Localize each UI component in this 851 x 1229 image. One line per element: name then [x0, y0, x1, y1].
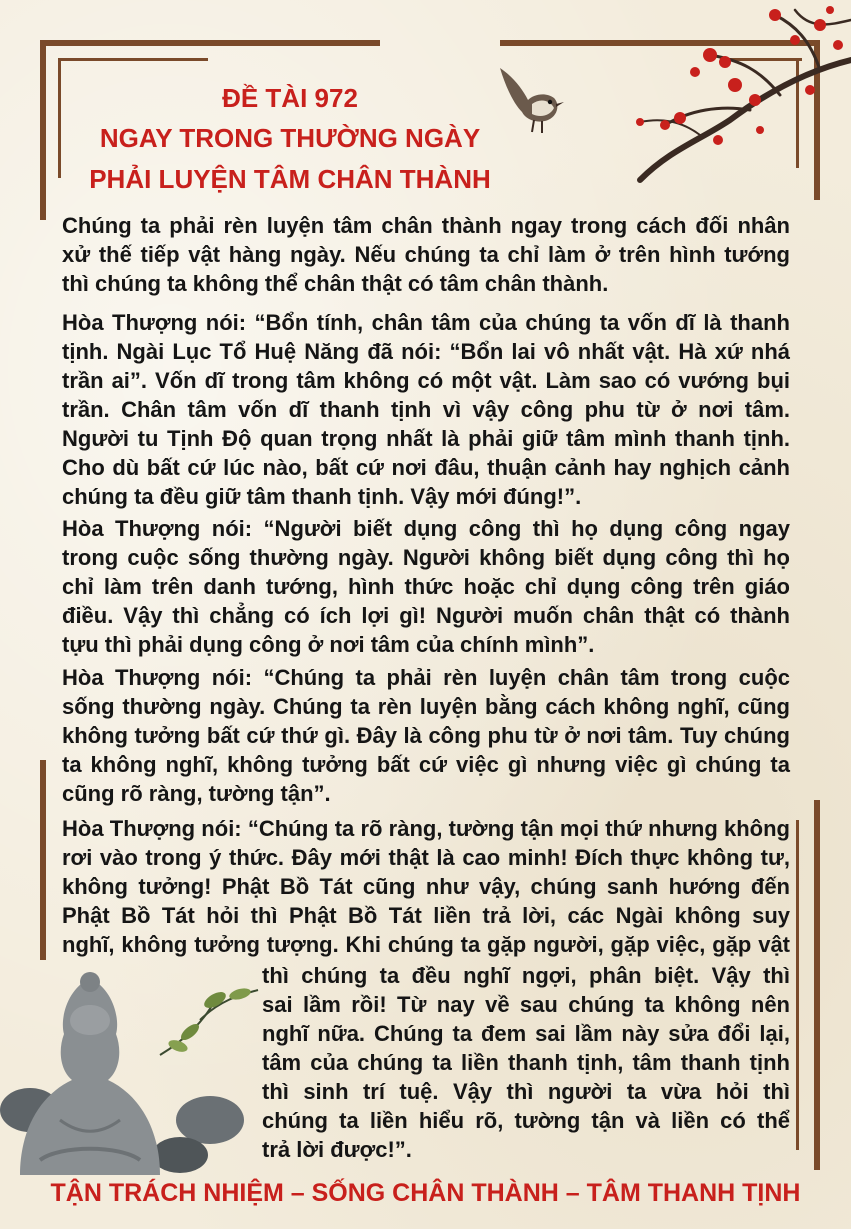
- text-line: ta không nghĩ, không tưởng bất cứ việc gì nhưng việc gì chúng ta: [62, 752, 790, 777]
- text-line: trần. Chân tâm vốn dĩ thanh tịnh vì vậy công phu từ ở nơi tâm.: [62, 397, 790, 422]
- text-line: xử thế tiếp vật hàng ngày. Nếu chúng ta chỉ làm ở trên hình tướng: [62, 242, 790, 267]
- title-line-1: NGAY TRONG THƯỜNG NGÀY: [99, 123, 481, 153]
- text-line: rơi vào trong ý thức. Đây mới thật là cao minh! Đích thực không tư,: [62, 845, 790, 870]
- text-line: trả lời được!”.: [262, 1137, 412, 1162]
- text-line: Hòa Thượng nói: “Chúng ta rõ ràng, tường tận mọi thứ nhưng không: [62, 816, 790, 841]
- text-line: Người tu Tịnh Độ quan trọng nhất là phải giữ tâm mình thanh tịnh.: [62, 426, 790, 451]
- text-line: trong cuộc sống thường ngày. Người không biết dụng công thì họ: [62, 545, 790, 570]
- frame-top-left-v: [40, 40, 46, 220]
- frame-inner-top-left-h: [58, 58, 208, 61]
- text-line: cũng rõ ràng, tường tận”.: [62, 781, 331, 806]
- text-line: sai lầm rồi! Từ nay về sau chúng ta không nên: [262, 992, 790, 1017]
- text-line: chỉ làm trên danh tướng, hình thức hoặc chỉ dụng công trên giáo: [62, 574, 790, 599]
- text-line: không tưởng bất cứ thứ gì. Đây là công phu từ ở nơi tâm. Tuy chúng: [62, 723, 790, 748]
- frame-inner-bottom-right-v: [796, 820, 799, 1150]
- text-line: trần ai”. Vốn dĩ trong tâm không có một vật. Làm sao có vướng bụi: [62, 368, 790, 393]
- text-line: Chúng ta phải rèn luyện tâm chân thành ngay trong cách đối nhân: [62, 213, 790, 238]
- text-line: tựu thì phải dụng công ở nơi tâm của chính mình”.: [62, 632, 595, 657]
- topic-number: ĐỀ TÀI 972: [222, 83, 358, 113]
- text-line: thì chúng ta đều nghĩ ngợi, phân biệt. Vậy thì: [262, 963, 790, 988]
- frame-inner-top-left-v: [58, 58, 61, 178]
- text-line: thì sinh trí tuệ. Vậy thì người ta vừa hỏi thì: [262, 1079, 790, 1104]
- text-line: nghĩ nữa. Chúng ta đem sai lầm này sửa đổi lại,: [262, 1021, 790, 1046]
- footer-motto: TẬN TRÁCH NHIỆM – SỐNG CHÂN THÀNH – TÂM THANH TỊNH: [50, 1179, 801, 1207]
- frame-top-left-h: [40, 40, 380, 46]
- text-line: thì chúng ta không thể chân thật có tâm chân thành.: [62, 271, 609, 296]
- text-line: sống thường ngày. Chúng ta rèn luyện bằng cách không nghĩ, cũng: [62, 694, 790, 719]
- text-line: chúng ta đều giữ tâm thanh tịnh. Vậy mới đúng!”.: [62, 484, 582, 509]
- text-line: tâm của chúng ta liền thanh tịnh, tâm thanh tịnh: [262, 1050, 790, 1075]
- text-line: Hòa Thượng nói: “Chúng ta phải rèn luyện chân tâm trong cuộc: [62, 665, 790, 690]
- text-line: không tưởng! Phật Bồ Tát cũng như vậy, chúng sanh hướng đến: [62, 874, 790, 899]
- text-line: điều. Vậy thì chẳng có ích lợi gì! Người muốn chân thật có thành: [62, 603, 790, 628]
- text-line: Phật Bồ Tát hỏi thì Phật Bồ Tát liền trả lời, các Ngài không suy: [62, 903, 790, 928]
- text-line: Hòa Thượng nói: “Bổn tính, chân tâm của chúng ta vốn dĩ là thanh: [62, 310, 790, 335]
- text-line: nghĩ, không tưởng tượng. Khi chúng ta gặp người, gặp việc, gặp vật: [62, 932, 790, 957]
- text-line: chúng ta liền hiểu rõ, tường tận và liền có thể: [262, 1108, 790, 1133]
- text-line: Cho dù bất cứ lúc nào, bất cứ nơi đâu, thuận cảnh hay nghịch cảnh: [62, 455, 790, 480]
- title-line-2: PHẢI LUYỆN TÂM CHÂN THÀNH: [89, 164, 491, 194]
- frame-bottom-right-v: [814, 800, 820, 1170]
- frame-bottom-left-v: [40, 760, 46, 960]
- text-line: tịnh. Ngài Lục Tổ Huệ Năng đã nói: “Bổn lai vô nhất vật. Hà xứ nhá: [62, 339, 790, 364]
- buddha-statue-icon: [0, 960, 260, 1180]
- text-line: Hòa Thượng nói: “Người biết dụng công thì họ dụng công ngay: [62, 516, 790, 541]
